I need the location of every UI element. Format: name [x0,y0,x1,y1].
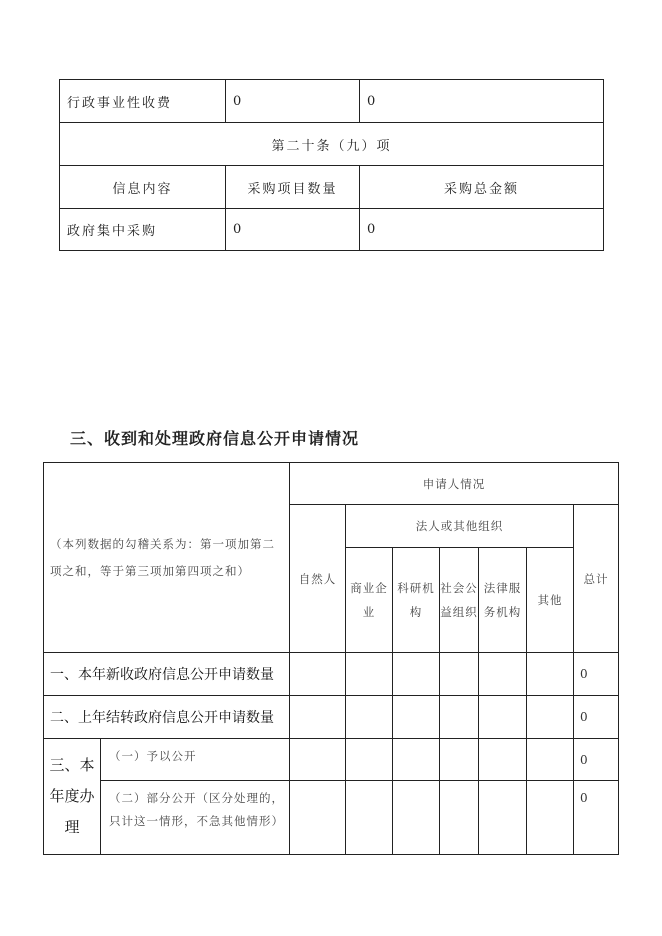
purchase-label: 政府集中采购 [60,209,226,251]
header-info: 信息内容 [60,166,226,209]
total-header: 总计 [574,505,619,653]
org-type-legal-service: 法律服务机构 [479,548,527,653]
table-row [60,80,604,123]
table-header-row [44,463,619,505]
table-row [44,739,619,781]
fee-amount: 0 [360,80,604,123]
section-heading: 三、收到和处理政府信息公开申请情况 [70,429,360,448]
row-new-total: 0 [574,653,619,696]
fee-label: 行政事业性收费 [60,80,226,123]
row-disclosed-total: 0 [574,739,619,781]
row-disclosed-label: （一）予以公开 [101,739,290,781]
procurement-table [59,79,604,251]
table-row [60,123,604,166]
table-row [44,653,619,696]
section-title: 第二十条（九）项 [60,123,604,166]
purchase-count: 0 [226,209,360,251]
row-partial-total: 0 [574,781,619,855]
header-count: 采购项目数量 [226,166,360,209]
corner-note: （本列数据的勾稽关系为：第一项加第二项之和，等于第三项加第四项之和） [44,463,290,653]
table-header-row [60,166,604,209]
header-amount: 采购总金额 [360,166,604,209]
row-processing-label: 三、本年度办理 [44,739,101,855]
org-type-business: 商业企业 [346,548,393,653]
row-carried-over: 二、上年结转政府信息公开申请数量 [44,696,290,739]
row-carried-total: 0 [574,696,619,739]
org-type-other: 其他 [527,548,574,653]
table-row [44,696,619,739]
table-row [60,209,604,251]
row-partial-label: （二）部分公开（区分处理的，只计这一情形，不急其他情形） [101,781,290,855]
legal-org-header: 法人或其他组织 [346,505,574,548]
org-type-public-welfare: 社会公益组织 [440,548,479,653]
row-new-applications: 一、本年新收政府信息公开申请数量 [44,653,290,696]
natural-person-header: 自然人 [290,505,346,653]
org-type-research: 科研机构 [393,548,440,653]
application-table [43,462,619,855]
fee-count: 0 [226,80,360,123]
applicant-header: 申请人情况 [290,463,619,505]
purchase-amount: 0 [360,209,604,251]
table-row [44,781,619,855]
